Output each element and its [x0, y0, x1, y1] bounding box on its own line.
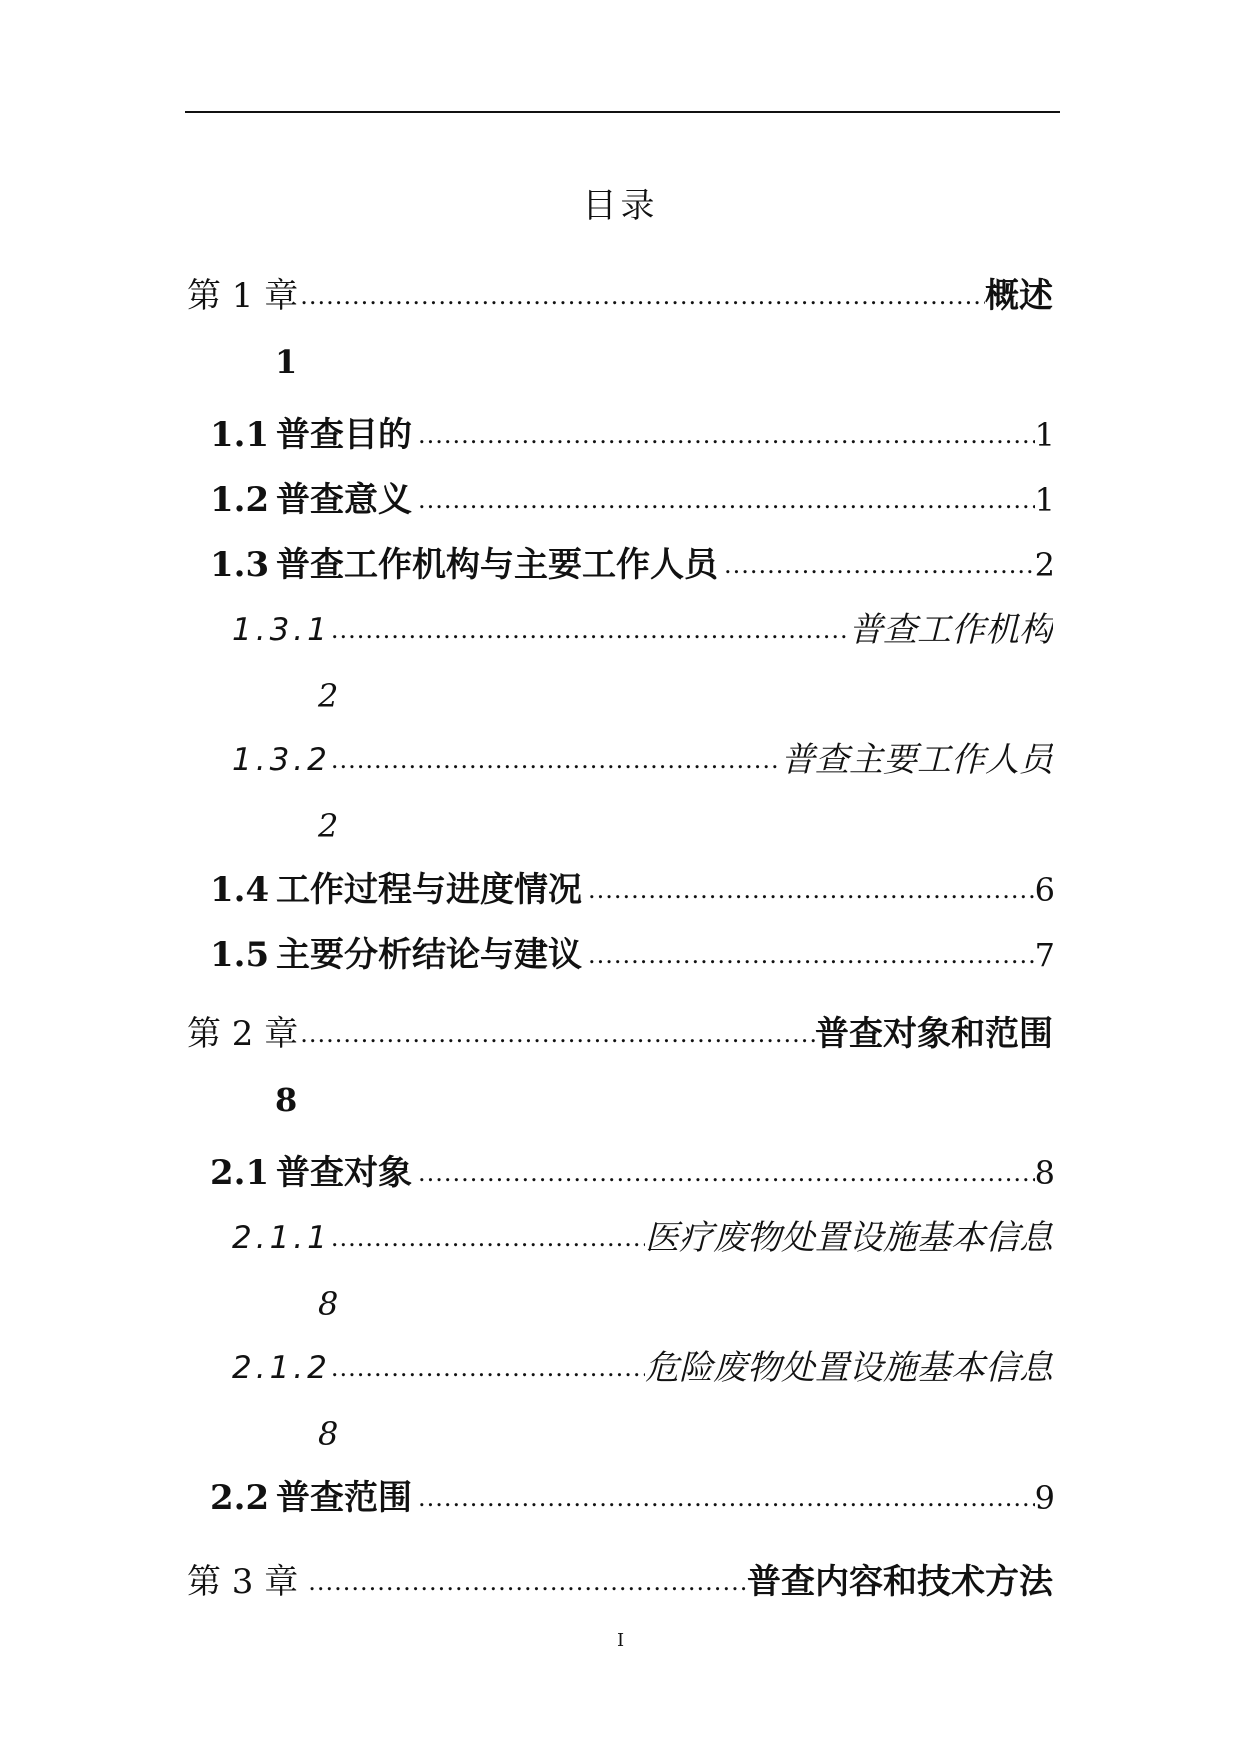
entry-prefix: 2.1.1 [232, 1220, 331, 1256]
entry-page: 1 [1034, 481, 1055, 519]
toc-entry-1-5[interactable] [210, 933, 1055, 977]
entry-prefix: 1.5 [210, 935, 270, 975]
entry-page: 8 [275, 1081, 298, 1119]
dot-leader [331, 608, 849, 652]
dot-leader [331, 1346, 645, 1390]
entry-text: 医疗废物处置设施基本信息 [645, 1218, 1053, 1258]
entry-prefix: 2.1 [210, 1153, 270, 1193]
toc-entry-1-3-1[interactable] [232, 608, 1053, 652]
dot-leader [418, 478, 1035, 522]
toc-entry-2-2[interactable] [210, 1476, 1055, 1520]
toc-entry-2-1-1[interactable] [232, 1216, 1053, 1260]
dot-leader [418, 1151, 1035, 1195]
entry-prefix: 第 2 章 [187, 1014, 299, 1054]
dot-leader [300, 274, 985, 318]
dot-leader [588, 933, 1035, 977]
dot-leader [300, 1012, 815, 1056]
entry-page: 6 [1034, 871, 1055, 909]
entry-text: 危险废物处置设施基本信息 [645, 1348, 1053, 1388]
toc-entry-2-1-2[interactable] [232, 1346, 1053, 1390]
entry-prefix: 2.2 [210, 1478, 270, 1518]
entry-prefix: 1.3.1 [232, 612, 331, 648]
toc-entry-1-3[interactable] [210, 543, 1055, 587]
entry-text: 概述 [985, 276, 1053, 316]
entry-page: 2 [1034, 546, 1055, 584]
entry-prefix: 2.1.2 [232, 1350, 331, 1386]
entry-text: 普查目的 [276, 415, 412, 455]
entry-text: 普查工作机构与主要工作人员 [276, 545, 718, 585]
dot-leader [331, 738, 781, 782]
toc-title: 目录 [582, 186, 659, 226]
entry-prefix: 第 1 章 [187, 276, 299, 316]
entry-prefix: 1.3.2 [232, 742, 331, 778]
entry-page: 2 [318, 677, 339, 715]
entry-text: 普查范围 [276, 1478, 412, 1518]
dot-leader [724, 543, 1035, 587]
entry-text: 普查工作机构 [849, 610, 1053, 650]
entry-text: 普查对象和范围 [815, 1014, 1053, 1054]
entry-text: 普查主要工作人员 [781, 740, 1053, 780]
entry-page: 1 [275, 343, 298, 381]
entry-text: 普查对象 [276, 1153, 412, 1193]
toc-entry-1-3-2[interactable] [232, 738, 1053, 782]
toc-entry-ch1[interactable] [187, 274, 1053, 318]
entry-text: 普查内容和技术方法 [747, 1562, 1053, 1602]
entry-page: 2 [318, 807, 339, 845]
entry-text: 工作过程与进度情况 [276, 870, 582, 910]
entry-page: 8 [318, 1415, 339, 1453]
entry-page: 8 [318, 1285, 339, 1323]
entry-page: 9 [1034, 1479, 1055, 1517]
dot-leader [308, 1560, 747, 1604]
entry-text: 普查意义 [276, 480, 412, 520]
entry-prefix: 1.3 [210, 545, 270, 585]
entry-prefix: 1.1 [210, 415, 270, 455]
toc-entry-ch3[interactable] [187, 1560, 1053, 1604]
entry-page: 1 [1034, 416, 1055, 454]
entry-prefix: 第 3 章 [187, 1562, 299, 1602]
entry-page: 7 [1034, 936, 1055, 974]
dot-leader [331, 1216, 645, 1260]
toc-entry-ch2[interactable] [187, 1012, 1053, 1056]
toc-entry-1-1[interactable] [210, 413, 1055, 457]
entry-page: 8 [1034, 1154, 1055, 1192]
dot-leader [588, 868, 1035, 912]
toc-entry-1-4[interactable] [210, 868, 1055, 912]
page-number-footer: I [616, 1630, 625, 1651]
dot-leader [418, 413, 1035, 457]
entry-prefix: 1.2 [210, 480, 270, 520]
toc-entry-2-1[interactable] [210, 1151, 1055, 1195]
dot-leader [418, 1476, 1035, 1520]
entry-prefix: 1.4 [210, 870, 270, 910]
entry-text: 主要分析结论与建议 [276, 935, 582, 975]
toc-entry-1-2[interactable] [210, 478, 1055, 522]
